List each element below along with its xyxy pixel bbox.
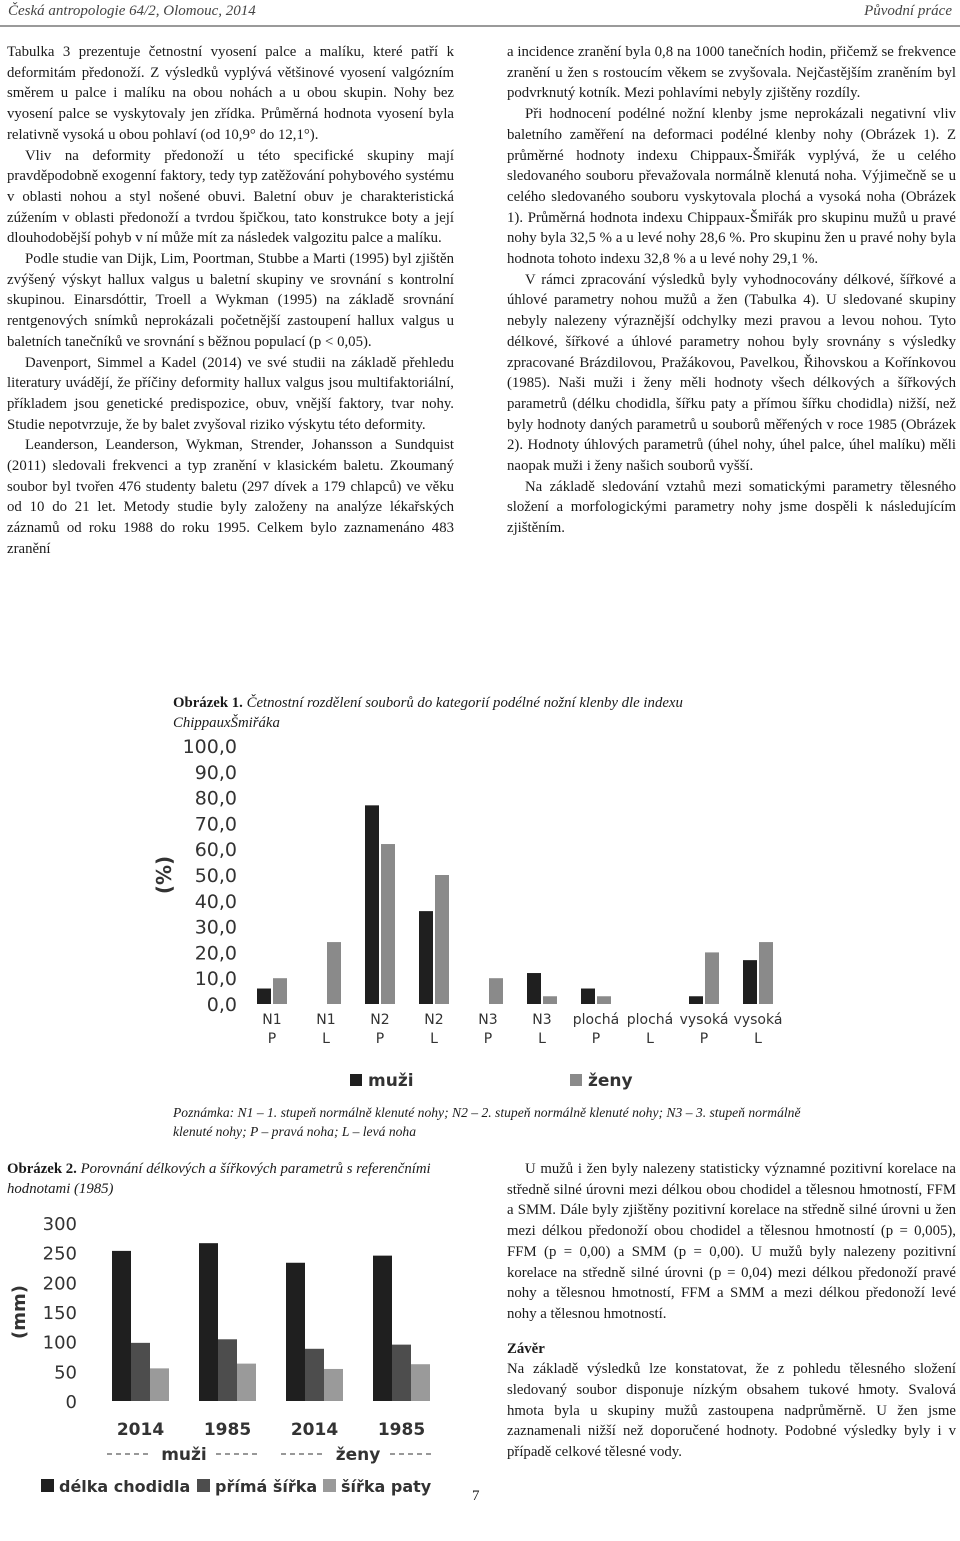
y-axis-label: (mm) — [9, 1285, 30, 1339]
legend-label: ženy — [588, 1071, 633, 1091]
x-tick-label: N2 — [370, 1012, 390, 1028]
bar-délka-chodidla-3 — [373, 1256, 392, 1401]
paragraph: Při hodnocení podélné nožní klenby jsme neprokázali negativní vliv baletního zaměření na deformaci podélné klenby nohy (Obrázek 1). Z průměrné hodnoty indexu Chippaux-Šmiřák vyplývá, že u celého sledovaného souboru převažovala normálně klenutá noha. Výjimečně se u celého sledovaného souboru vyskytovala plochá a vysoká noha (Obrázek 1). Průměrná hodnota indexu Chippaux-Šmiřák pro skupinu mužů u pravé nohy byla 32,5 % a u levé nohy 28,6 %. Pro skupinu žen u pravé nohy byla hodnota tohoto indexu 32,8 % a u levé nohy 29,1 %. — [507, 106, 956, 268]
bar-ženy-3 — [435, 875, 449, 1004]
x-tick-label: 1985 — [377, 1420, 426, 1440]
x-tick-label: 2014 — [116, 1420, 165, 1440]
x-tick-label: N3 — [478, 1012, 498, 1028]
paragraph: a incidence zranění byla 0,8 na 1000 tanečních hodin, přičemž se frekvence zranění u žen s rostoucím věkem se zvyšovala. Nejčastějším zraněním byl podvrknutý kotník. Mezi pohlavími nebyly zjištěny rozdíly. — [507, 44, 956, 102]
x-tick-sublabel: L — [754, 1031, 762, 1047]
running-header-section: Původní práce — [864, 3, 952, 19]
y-tick-label: 100 — [42, 1332, 77, 1354]
x-tick-sublabel: L — [430, 1031, 438, 1047]
x-tick-sublabel: P — [483, 1031, 493, 1047]
figure2-chart — [5, 1208, 455, 1508]
page-number: 7 — [472, 1488, 480, 1504]
bar-ženy-2 — [381, 844, 395, 1004]
y-tick-label: 60,0 — [194, 839, 237, 862]
y-tick-label: 20,0 — [194, 942, 237, 965]
bar-šířka-paty-0 — [150, 1368, 169, 1401]
figure2-label: Obrázek 2. — [7, 1161, 77, 1177]
y-tick-label: 40,0 — [194, 890, 237, 913]
section-heading: Závěr — [507, 1340, 545, 1357]
legend-swatch-2 — [323, 1479, 336, 1492]
bar-muži-8 — [689, 996, 703, 1004]
header-rule — [0, 25, 960, 27]
bar-šířka-paty-2 — [324, 1369, 343, 1401]
figure2-caption-text: Porovnání délkových a šířkových parametrů s referenčními hodnotami (1985) — [7, 1161, 431, 1197]
bar-přímá-šířka-1 — [218, 1339, 237, 1401]
bar-šířka-paty-3 — [411, 1364, 430, 1401]
x-tick-label: N1 — [262, 1012, 282, 1028]
paragraph: Vliv na deformity předonoží u této specifické skupiny mají pravděpodobně exogenní faktory, tedy typ zatěžování pohybového systému v oblasti nohou a styl nošené obuvi. Baletní obuv je charakteristická zúžením v oblasti předonoží a tvrdou špičkou, tato konstrukce boty a její dlouhodobější pohyb v ní může mít za následek valgozitu palce a malíku. — [7, 147, 454, 247]
figure2-caption — [7, 1159, 454, 1199]
x-tick-sublabel: P — [699, 1031, 709, 1047]
bar-muži-3 — [419, 911, 433, 1004]
legend-swatch-0 — [350, 1074, 362, 1086]
figure1-caption-text: Četnostní rozdělení souborů do kategorií podélné nožní klenby dle indexu ChippauxŠmiřáka — [173, 695, 683, 731]
x-tick-sublabel: L — [322, 1031, 330, 1047]
y-tick-label: 30,0 — [194, 916, 237, 939]
legend-label: přímá šířka — [215, 1477, 318, 1496]
y-tick-label: 80,0 — [194, 787, 237, 810]
x-tick-sublabel: L — [646, 1031, 654, 1047]
y-axis-label: (%) — [152, 855, 176, 895]
x-tick-label: vysoká — [733, 1012, 783, 1028]
paragraph: Podle studie van Dijk, Lim, Poortman, Stubbe a Marti (1995) byl zjištěn zvýšený výskyt hallux valgus u baletní skupiny ve srovnání s kontrolní skupinou. Einarsdóttir, Troell a Wykman (1995) na základě srovnání rentgenových snímků neprokázali početnější zastoupení hallux valgus u baletních tanečníků ve srovnání s běžnou populací (p < 0,05). — [7, 251, 454, 350]
y-tick-label: 0 — [65, 1392, 77, 1413]
legend-swatch-1 — [570, 1074, 582, 1086]
y-tick-label: 0,0 — [206, 994, 237, 1016]
bar-muži-0 — [257, 989, 271, 1004]
group-label: ženy — [335, 1445, 381, 1465]
y-tick-label: 100,0 — [182, 736, 237, 758]
bar-muži-2 — [365, 805, 379, 1004]
right-column — [507, 42, 956, 539]
legend-label: muži — [368, 1071, 414, 1091]
x-tick-sublabel: P — [591, 1031, 601, 1047]
bar-ženy-6 — [597, 996, 611, 1004]
figure1-chart — [145, 728, 800, 1100]
y-tick-label: 10,0 — [194, 968, 237, 991]
bar-ženy-5 — [543, 996, 557, 1004]
legend-swatch-1 — [197, 1479, 210, 1492]
bar-přímá-šířka-0 — [131, 1343, 150, 1401]
x-tick-label: 1985 — [203, 1420, 252, 1440]
figure1-label: Obrázek 1. — [173, 695, 243, 711]
bar-délka-chodidla-1 — [199, 1243, 218, 1401]
paragraph: Leanderson, Leanderson, Wykman, Strender, Johansson a Sundquist (2011) sledovali frekvenci a typ zranění v klasickém baletu. Zkoumaný soubor byl tvořen 476 studenty baletu (297 dívek a 179 chlapců) ve věku od 10 do 21 let. Metody studie byly založeny na analýze lékařských záznamů od roku 1988 do roku 1995. Celkem bylo zaznamenáno 483 zranění — [7, 437, 454, 557]
right-column-lower — [507, 1159, 956, 1463]
bar-ženy-0 — [273, 978, 287, 1004]
y-tick-label: 50,0 — [194, 865, 237, 887]
figure1-note: Poznámka: N1 – 1. stupeň normálně klenuté nohy; N2 – 2. stupeň normálně klenuté nohy; N3 – 3. stupeň normálně klenuté nohy; P – pravá noha; L – levá noha — [173, 1105, 801, 1139]
bar-přímá-šířka-2 — [305, 1349, 324, 1401]
bar-muži-9 — [743, 960, 757, 1004]
running-header-journal: Česká antropologie 64/2, Olomouc, 2014 — [8, 3, 256, 19]
paragraph: Davenport, Simmel a Kadel (2014) ve své studii na základě přehledu literatury uvádějí, že příčiny deformity hallux valgus jsou multifaktoriální, příkladem jsou genetické predispozice, obuv, vnější faktory, tvar nohy. Studie nepotvrzuje, že by balet zvyšoval riziko výskytu této deformity. — [7, 354, 454, 433]
bar-délka-chodidla-2 — [286, 1263, 305, 1401]
paragraph: U mužů i žen byly nalezeny statisticky významné pozitivní korelace na středně silné úrovni mezi délkou obou chodidel a tělesnou hmotností, FFM a SMM. Dále byly zjištěny pozitivní korelace na středně silné úrovni u žen mezi délkou předonoží obou chodidel a tělesnou hmotností (p = 0,005), FFM (p = 0,00) a SMM (p = 0,00). U mužů byly nalezeny pozitivní korelace na středně silné úrovni (p = 0,04) mezi délkou předonoží pravé nohy a tělesnou hmotností, FFM a SMM a mezi délkou předonoží levé nohy a tělesnou hmotností. — [507, 1161, 956, 1322]
bar-délka-chodidla-0 — [112, 1251, 131, 1401]
bar-muži-5 — [527, 973, 541, 1004]
y-tick-label: 150 — [42, 1303, 77, 1324]
y-tick-label: 300 — [42, 1214, 77, 1235]
x-tick-sublabel: L — [538, 1031, 546, 1047]
paragraph: Na základě výsledků lze konstatovat, že z pohledu tělesného složení sledovaný soubor disponuje nízkým obsahem tukové hmoty. Svalová hmota byla u skupiny mužů zastoupena nadprůměrně. U žen jsme zaznamenali nižší než doporučené hodnoty. Podobné výsledky byly i v případě celkové tělesné vody. — [507, 1361, 956, 1461]
x-tick-label: N1 — [316, 1012, 336, 1028]
paragraph: Tabulka 3 prezentuje četnostní vyosení palce a malíku, které patří k deformitám předonoží. Z výsledků vyplývá většinové vyosení valgózním směrem u palce i malíku na obou nohách a u obou skupin. Nohy bez vyosení palce se vyskytovaly jen zřídka. Průměrná hodnota vyosení byla relativně vysoká u obou pohlaví (od 10,9° do 12,1°). — [7, 44, 454, 143]
bar-ženy-1 — [327, 942, 341, 1004]
x-tick-label: N3 — [532, 1012, 552, 1028]
paragraph: Na základě sledování vztahů mezi somatickými parametry tělesného složení a morfologickými parametry nohy jsme dospěli k následujícím zjištěním. — [507, 478, 956, 537]
legend-swatch-0 — [41, 1479, 54, 1492]
legend-label: délka chodidla — [59, 1477, 191, 1496]
figure1-caption — [173, 693, 793, 733]
y-tick-label: 200 — [42, 1273, 77, 1295]
y-tick-label: 50 — [54, 1362, 77, 1384]
bar-ženy-8 — [705, 952, 719, 1004]
y-tick-label: 90,0 — [194, 761, 237, 784]
paragraph: V rámci zpracování výsledků byly vyhodnocovány délkové, šířkové a úhlové parametry nohou mužů a žen (Tabulka 4). U sledované skupiny nebyly nalezeny výraznější odchylky mezi pravou a levou nohou. Tyto délkové, šířkové a úhlové parametry nohou byly srovnány s výsledky zpracované Brázdilovou, Pražákovou, Pavelkou, Řihovskou a Kořínkovou (1985). Naši muži i ženy měli hodnoty všech délkových a šířkových parametrů (délku chodidla, šířku paty a přímou šířku chodidla) nižší, než byly hodnoty daných parametrů u souborů měřených v roce 1985 (Obrázek 2). Hodnoty úhlových parametrů (úhel nohy, úhel palce, úhel malíku) měli naopak muži i ženy našich souborů vyšší. — [507, 271, 956, 475]
left-column — [7, 42, 454, 560]
bar-šířka-paty-1 — [237, 1364, 256, 1401]
bar-přímá-šířka-3 — [392, 1345, 411, 1401]
x-tick-label: vysoká — [679, 1012, 729, 1028]
x-tick-label: 2014 — [290, 1420, 339, 1440]
x-tick-label: plochá — [572, 1012, 620, 1028]
legend-label: šířka paty — [341, 1477, 432, 1496]
group-label: muži — [161, 1445, 207, 1465]
bar-ženy-4 — [489, 978, 503, 1004]
x-tick-label: plochá — [626, 1012, 674, 1028]
y-tick-label: 70,0 — [194, 813, 237, 836]
bar-muži-6 — [581, 989, 595, 1004]
x-tick-sublabel: P — [375, 1031, 385, 1047]
x-tick-label: N2 — [424, 1012, 444, 1028]
x-tick-sublabel: P — [267, 1031, 277, 1047]
bar-ženy-9 — [759, 942, 773, 1004]
y-tick-label: 250 — [42, 1243, 77, 1265]
